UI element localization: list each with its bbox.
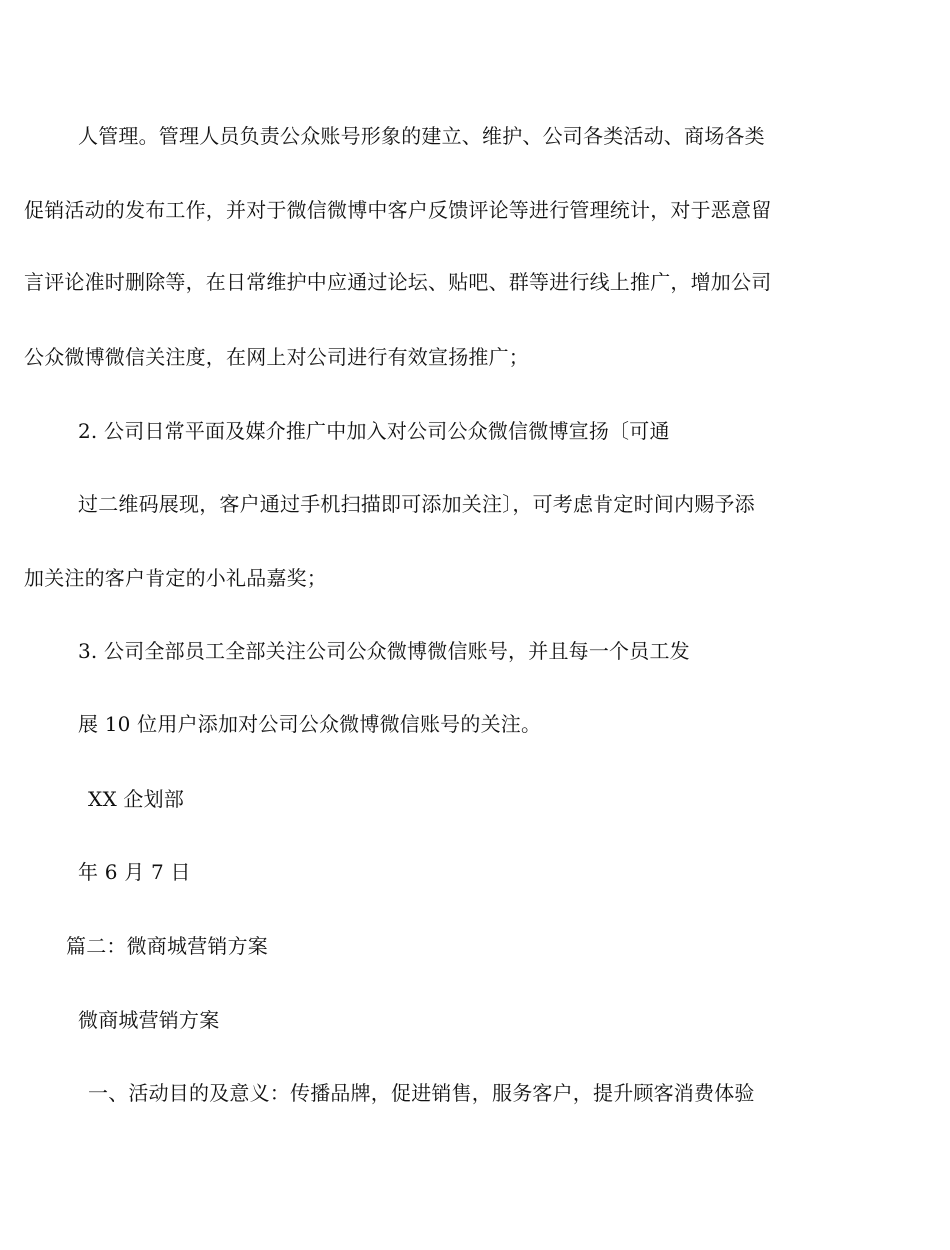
list-item-3: 3. 公司全部员工全部关注公司公众微博微信账号，并且每一个员工发 xyxy=(78,639,690,663)
paragraph-line: 加关注的客户肯定的小礼品嘉奖； xyxy=(24,566,327,590)
paragraph-line: 人管理。管理人员负责公众账号形象的建立、维护、公司各类活动、商场各类 xyxy=(78,124,765,148)
signature-department: XX 企划部 xyxy=(88,787,185,811)
paragraph-line: 公众微博微信关注度，在网上对公司进行有效宣扬推广； xyxy=(24,345,529,369)
list-item-2: 2. 公司日常平面及媒介推广中加入对公司公众微信微博宣扬〔可通 xyxy=(78,419,670,443)
paragraph-line: 促销活动的发布工作，并对于微信微博中客户反馈评论等进行管理统计，对于恶意留 xyxy=(24,198,772,222)
section-title: 微商城营销方案 xyxy=(78,1008,220,1032)
paragraph-line: 过二维码展现，客户通过手机扫描即可添加关注〕，可考虑肯定时间内赐予添 xyxy=(78,492,755,516)
signature-date: 年 6 月 7 日 xyxy=(78,860,191,884)
section-heading: 篇二：微商城营销方案 xyxy=(66,934,268,958)
paragraph-line: 展 10 位用户添加对公司公众微博微信账号的关注。 xyxy=(78,712,542,736)
paragraph-line: 言评论准时删除等，在日常维护中应通过论坛、贴吧、群等进行线上推广，增加公司 xyxy=(24,270,772,294)
subsection-line: 一、活动目的及意义：传播品牌，促进销售，服务客户，提升顾客消费体验 xyxy=(88,1081,755,1105)
